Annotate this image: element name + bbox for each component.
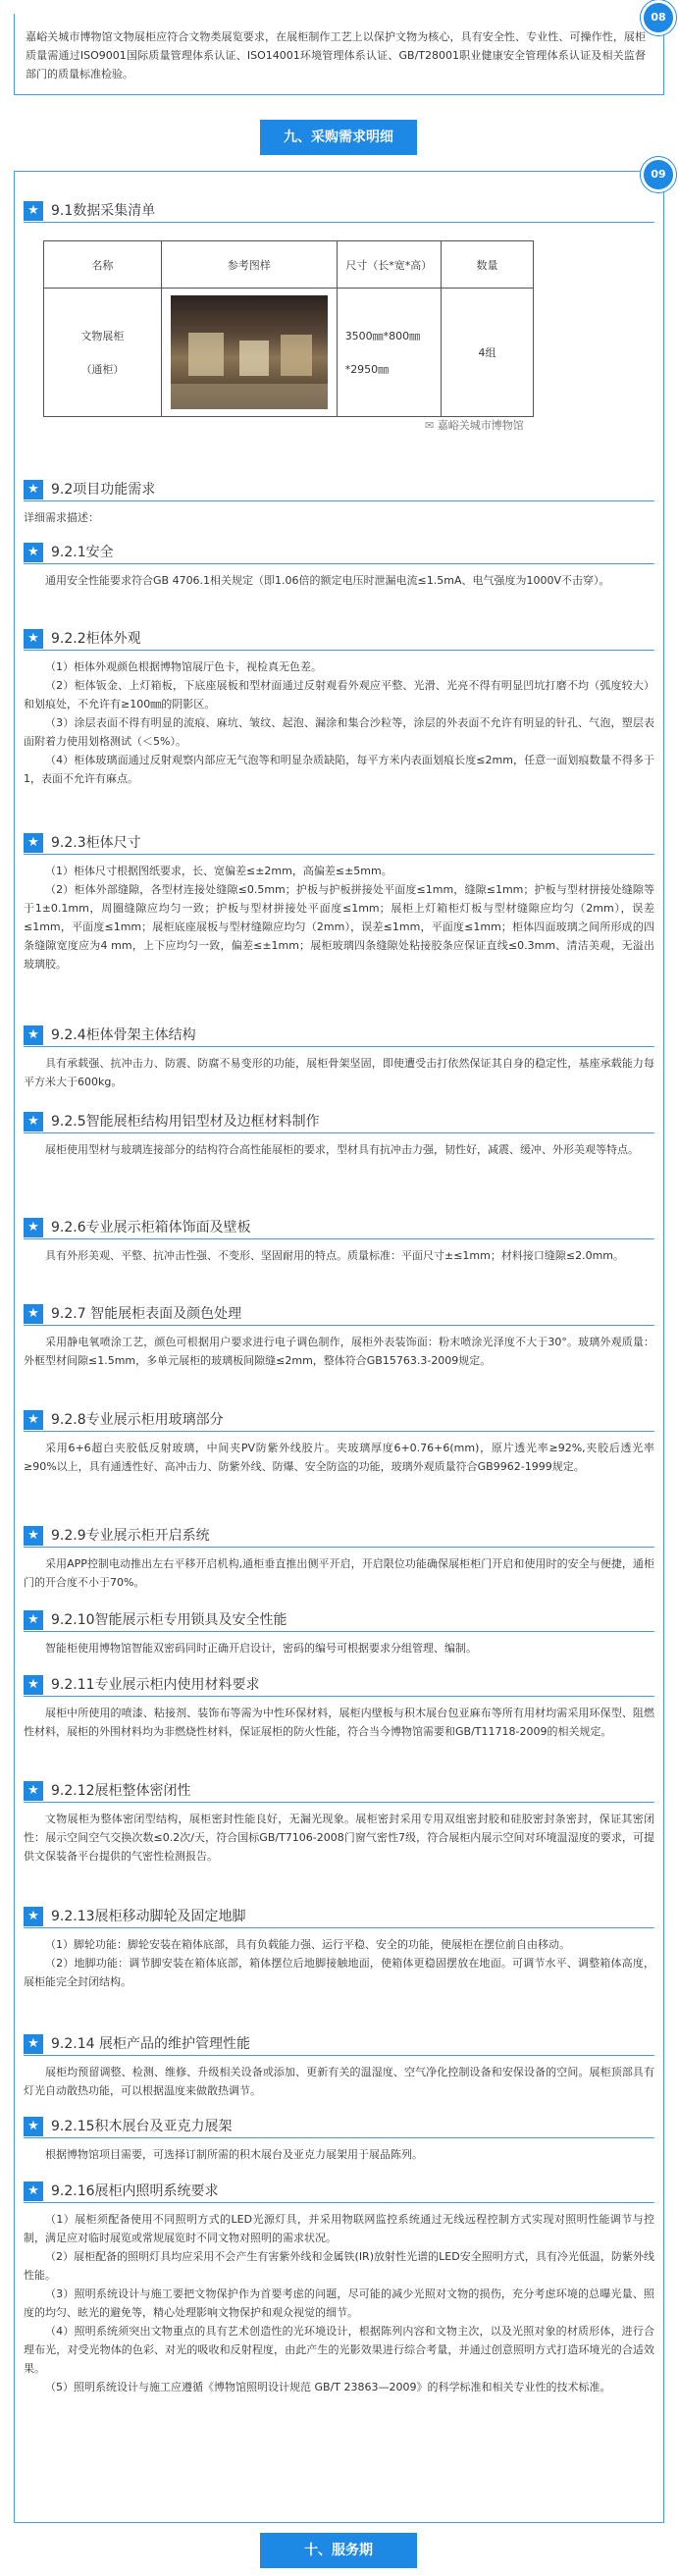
- paragraph: 采用6+6超白夹胶低反射玻璃，中间夹PV防紫外线胶片。夹玻璃厚度6+0.76+6(mm)，原片透光率≥92%,夹胶后透光率≥90%以上，具有通透性好、高冲击力、防紫外线、防爆、安全防盗的功能，玻璃外观质量符合GB9962-1999规定。: [24, 1442, 654, 1473]
- star-icon: ★: [24, 1526, 43, 1546]
- section-title: 9.2.7 智能展柜表面及颜色处理: [51, 1306, 242, 1322]
- star-icon: ★: [24, 629, 43, 649]
- paragraph: （1）柜体外观颜色根据博物馆展厅色卡，视检真无色差。: [45, 660, 322, 673]
- section-heading-9-2-11: [24, 1674, 654, 1697]
- section-heading-9-2-5: [24, 1111, 654, 1133]
- section-title: 9.2.2柜体外观: [51, 631, 141, 647]
- section-heading-9-2-2: [24, 628, 654, 651]
- size-line-1: 3500㎜*800㎜: [344, 330, 421, 342]
- star-icon: ★: [24, 1610, 43, 1630]
- star-icon: ★: [24, 833, 43, 853]
- section-body-9-2-13: [24, 1935, 654, 1991]
- table-header-name: 名称: [44, 241, 162, 289]
- star-icon: ★: [24, 1218, 43, 1237]
- star-icon: ★: [24, 1675, 43, 1695]
- paragraph: （5）照明系统设计与施工应遵循《博物馆照明设计规范 GB/T 23863—2009》的科学标准和相关专业性的技术标准。: [45, 2381, 611, 2393]
- section-body-9-2-16: [24, 2210, 654, 2396]
- section-title: 9.2.5智能展柜结构用铝型材及边框材料制作: [51, 1114, 320, 1130]
- table-header-image: 参考图样: [161, 241, 337, 289]
- paragraph: 根据博物馆项目需要，可选择订制所需的积木展台及亚克力展架用于展品陈列。: [45, 2148, 423, 2161]
- section-heading-9-2-16: [24, 2181, 654, 2203]
- section-title: 9.2.11专业展示柜内使用材料要求: [51, 1677, 260, 1693]
- section-heading-9-2-10: [24, 1609, 654, 1632]
- section-title: 9.2.14 展柜产品的维护管理性能: [51, 2036, 250, 2052]
- paragraph: （4）照明系统须突出文物重点的具有艺术创造性的光环境设计，根据陈列内容和文物主次，以及光照对象的材质形体，进行合理布光，对受光物体的色彩、对光的吸收和反射程度，由此产生的光影效果进行综合考量，并通过创意照明方式打造环境光的合适效果。: [24, 2325, 654, 2375]
- table-header-qty: 数量: [441, 241, 533, 289]
- size-line-2: *2950㎜: [344, 363, 390, 376]
- section-title: 9.2.16展柜内照明系统要求: [51, 2183, 219, 2199]
- star-icon: ★: [24, 2182, 43, 2201]
- section-heading-9-2-14: [24, 2033, 654, 2056]
- section-heading-9-2-15: [24, 2116, 654, 2138]
- section-title: 9.2.4柜体骨架主体结构: [51, 1027, 196, 1043]
- section-title: 9.2.10智能展示柜专用锁具及安全性能: [51, 1612, 287, 1628]
- section-body-9-2-2: [24, 657, 654, 788]
- section-heading-9-2-9: [24, 1525, 654, 1548]
- section-title: 9.1数据采集清单: [51, 203, 156, 219]
- section-title: 9.2.12展柜整体密闭性: [51, 1783, 191, 1799]
- paragraph: （2）展柜配备的照明灯具均应采用不会产生有害紫外线和金属铁(IR)放射性光谱的LED安全照明方式，具有冷光低温，防紫外线性能。: [24, 2250, 654, 2282]
- paragraph: 采用静电氧喷涂工艺，颜色可根据用户要求进行电子调色制作，展柜外表装饰面：粉末喷涂光泽度不大于30°。玻璃外观质量：外框型材间隙≤1.5mm，多单元展柜的玻璃板间隙缝≤2mm，整体符合GB15763.3-2009规定。: [24, 1336, 654, 1367]
- star-icon: ★: [24, 1304, 43, 1324]
- paragraph: 智能柜使用博物馆智能双密码同时正确开启设计，密码的编号可根据要求分组管理、编制。: [45, 1642, 477, 1655]
- table-cell-size: [337, 289, 441, 417]
- section-heading-9-2-4: [24, 1025, 654, 1047]
- star-icon: ★: [24, 2117, 43, 2136]
- paragraph: 具有承载强、抗冲击力、防震、防腐不易变形的功能，展柜骨架坚固，即使遭受击打依然保证其自身的稳定性，基座承载能力每平方米大于600kg。: [24, 1057, 654, 1088]
- paragraph: （2）柜体外部缝隙，各型材连接处缝隙≤0.5mm；护板与护板拼接处平面度≤1mm，缝隙≤1mm；护板与型材拼接处缝隙等于1±0.1mm，周圈缝隙应均匀一致；护板与型材拼接处平面度≤1mm；展柜上灯箱柜灯板与型材缝隙应均匀（2mm），误差≤1mm，平面度≤1mm；展柜底座展板与型材缝隙应均匀（2mm），误差≤1mm，平面度≤1mm；柜体四面玻璃之间所形成的四条缝隙宽度应为4 mm，上下应均匀一致，偏差≤±1mm；展柜玻璃四条缝隙处粘接胶条应保证直线≤0.3mm、清洁美观，无溢出玻璃胶。: [24, 883, 654, 971]
- section-heading-9-2-8: [24, 1409, 654, 1432]
- star-icon: ★: [24, 2034, 43, 2054]
- paragraph: （2）地脚功能：调节脚安装在箱体底部，箱体摆位后地脚接触地面，使箱体更稳固摆放在地面。可调节水平、调整箱体高度，展柜能完全封闭结构。: [24, 1957, 654, 1988]
- paragraph: 文物展柜为整体密闭型结构，展柜密封性能良好，无漏光现象。展柜密封采用专用双组密封胶和硅胶密封条密封，保证其密闭性：展示空间空气交换次数≤0.2次/天，符合国标GB/T7106-2008门窗气密性7级，符合展柜内展示空间对环境温湿度的要求，可提供文保装备平台提供的气密性检测报告。: [24, 1813, 654, 1863]
- section-title: 9.2.13展柜移动脚轮及固定地脚: [51, 1909, 246, 1924]
- paragraph: 具有外形美观、平整、抗冲击性强、不变形、坚固耐用的特点。质量标准：平面尺寸±≤1mm；材料接口缝隙≤2.0mm。: [45, 1249, 625, 1262]
- star-icon: ★: [24, 201, 43, 221]
- star-icon: ★: [24, 1781, 43, 1801]
- section-heading-9-2-13: [24, 1906, 654, 1928]
- section-title: 9.2.8专业展示柜用玻璃部分: [51, 1412, 224, 1428]
- section-title: 9.2.6专业展示柜箱体饰面及壁板: [51, 1220, 251, 1235]
- section-heading-9-2-1: [24, 542, 654, 564]
- star-icon: ★: [24, 1112, 43, 1131]
- banner-procurement-details: 九、采购需求明细: [260, 120, 417, 155]
- star-icon: ★: [24, 543, 43, 562]
- section-badge-08: 08: [641, 0, 676, 35]
- banner-service-period: 十、服务期: [260, 2533, 417, 2568]
- watermark: ✉ 嘉峪关城市博物馆: [425, 419, 524, 432]
- wechat-icon: ✉: [425, 419, 438, 432]
- paragraph: 通用安全性能要求符合GB 4706.1相关规定（即1.06倍的额定电压时泄漏电流≤1.5mA、电气强度为1000V不击穿）。: [45, 574, 610, 587]
- table-cell-qty: 4组: [441, 289, 533, 417]
- paragraph: （1）脚轮功能：脚轮安装在箱体底部，具有负载能力强、运行平稳、安全的功能，使展柜在摆位前自由移动。: [45, 1938, 570, 1951]
- paragraph: （1）展柜须配备使用不同照明方式的LED光源灯具，并采用物联网监控系统通过无线远程控制方式实现对照明性能调节与控制，满足应对临时展览或常规展览时不同文物对照明的需求状况。: [24, 2213, 654, 2244]
- table-cell-image: [161, 289, 337, 417]
- section-title: 9.2项目功能需求: [51, 482, 156, 498]
- paragraph: 展柜均预留调整、检测、维修、升级相关设备或添加、更新有关的温湿度、空气净化控制设备和安保设备的空间。展柜顶部具有灯光自动散热功能，可以根据温度来做散热调节。: [24, 2066, 654, 2097]
- star-icon: ★: [24, 1410, 43, 1430]
- section-body-9-2-3: [24, 862, 654, 973]
- paragraph: （4）柜体玻璃面通过反射观察内部应无气泡等和明显杂质缺陷，每平方米内表面划痕长度≤2mm，任意一面划痕数量不得多于1，表面不允许有麻点。: [24, 754, 654, 785]
- paragraph: （1）柜体尺寸根据图纸要求，长、宽偏差≤±2mm，高偏差≤±5mm。: [45, 865, 392, 877]
- paragraph: 展柜中所使用的喷漆、粘接剂、装饰布等需为中性环保材料，展柜内壁板与积木展台包亚麻布等所有用材均需采用环保型、阻燃性材料，展柜的外围材料均为非燃烧性材料，保证展柜的防火性能，符合当今博物馆需要和GB/T11718-2009的相关规定。: [24, 1707, 654, 1738]
- star-icon: ★: [24, 1907, 43, 1926]
- section-title: 9.2.3柜体尺寸: [51, 835, 141, 851]
- paragraph: 展柜使用型材与玻璃连接部分的结构符合高性能展柜的要求，型材具有抗冲击力强，韧性好，减震、缓冲、外形美观等特点。: [45, 1143, 639, 1156]
- section-badge-09: 09: [641, 157, 676, 192]
- section-title: 9.2.9专业展示柜开启系统: [51, 1528, 210, 1544]
- section-heading-9-1: [24, 200, 654, 223]
- section-heading-9-2-12: [24, 1780, 654, 1803]
- star-icon: ★: [24, 1025, 43, 1045]
- intro-text: 详细需求描述：: [24, 511, 99, 524]
- paragraph: （3）照明系统设计与施工要把文物保护作为首要考虑的问题，尽可能的减少光照对文物的损伤，充分考虑环境的总曝光量、照度的均匀、眩光的避免等，精心处理影响文物保护和观众视觉的细节。: [24, 2287, 654, 2319]
- section-heading-9-2-3: [24, 832, 654, 855]
- spec-table: [43, 240, 534, 417]
- section-heading-9-2-7: [24, 1303, 654, 1326]
- table-cell-name: [44, 289, 162, 417]
- showcase-photo: [171, 295, 328, 409]
- table-header-size: 尺寸（长*宽*高）: [337, 241, 441, 289]
- star-icon: ★: [24, 480, 43, 499]
- section-heading-9-2: [24, 479, 654, 501]
- section-heading-9-2-6: [24, 1217, 654, 1239]
- paragraph: （3）涂层表面不得有明显的流痕、麻坑、皱纹、起泡、漏涂和集合沙粒等，涂层的外表面不允许有明显的针孔、气泡，塑层表面附着力使用划格测试（＜5%）。: [24, 716, 654, 748]
- section-08-text: 嘉峪关城市博物馆文物展柜应符合文物类展览要求，在展柜制作工艺上以保护文物为核心，具有安全性、专业性、可操作性，展柜质量需通过ISO9001国际质量管理体系认证、ISO14001环境管理体系认证、GB/T28001职业健康安全管理体系认证及相关监督部门的质量标准检验。: [26, 30, 646, 80]
- item-name-sub: （通柜）: [80, 363, 125, 376]
- section-title: 9.2.1安全: [51, 545, 114, 560]
- item-name: 文物展柜: [80, 330, 125, 342]
- paragraph: （2）柜体钣金、上灯箱板，下底座展板和型材面通过反射观看外观应平整、光滑、光亮不得有明显凹坑打磨不均（弧度较大）和划痕处，不允许有≥100㎜的阴影区。: [24, 679, 654, 710]
- paragraph: 采用APP控制电动推出左右平移开启机构,通柜垂直推出侧平开启，开启限位功能确保展柜柜门开启和使用时的安全与便捷，通柜门的开合度不小于70%。: [24, 1557, 654, 1589]
- section-title: 9.2.15积木展台及亚克力展架: [51, 2119, 233, 2134]
